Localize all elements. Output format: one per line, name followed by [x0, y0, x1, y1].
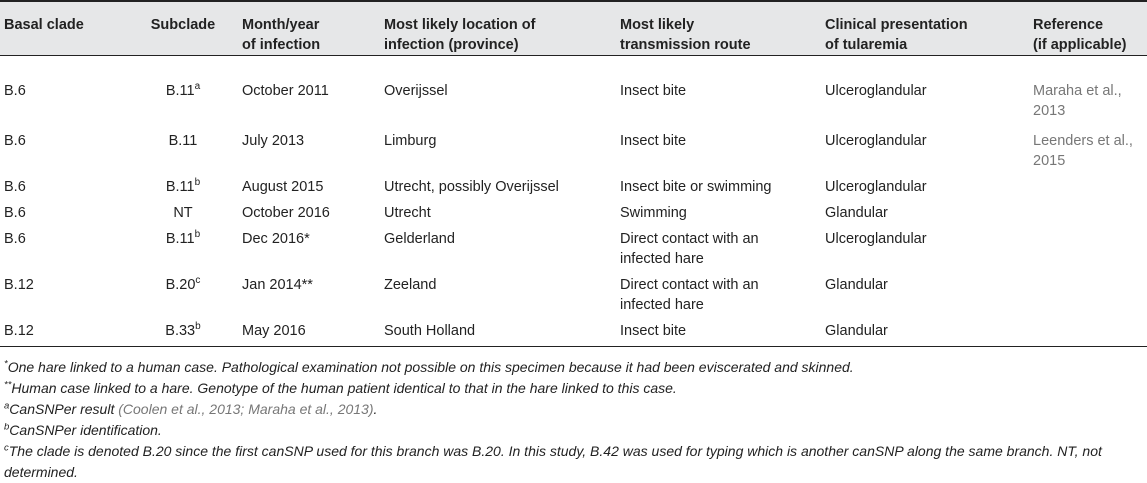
table-row	[0, 171, 1147, 197]
cell-reference	[1029, 269, 1147, 315]
cell-route: Insect bite	[620, 133, 687, 149]
cell-reference	[1029, 315, 1147, 347]
cell-clinical: Ulceroglandular	[825, 179, 927, 195]
cell-location: Gelderland	[384, 231, 455, 247]
cell-subclade: NT	[173, 205, 193, 221]
cell-route: Insect bite	[616, 315, 821, 347]
table-row	[0, 269, 1147, 315]
header-transmission-route: Most likely transmission route	[616, 1, 821, 56]
footnote: $^a$CanSNPer result (Coolen et al., 2013; Maraha et al., 2013).	[4, 400, 378, 417]
table-row	[0, 223, 1147, 269]
cell-route: Insect bite or swimming	[620, 179, 772, 195]
cell-clinical: Glandular	[821, 315, 1029, 347]
table-header-row	[0, 1, 1147, 56]
cell-date: Jan 2014**	[242, 277, 313, 293]
cell-clinical: Ulceroglandular	[825, 231, 927, 247]
cell-basal-clade: B.6	[4, 179, 26, 195]
cell-location: South Holland	[380, 315, 616, 347]
cell-subclade: B.33$^b$	[128, 315, 238, 347]
cell-subclade: B.11$^b$	[165, 229, 201, 247]
cell-basal-clade: B.6	[4, 231, 26, 247]
header-basal-clade: Basal clade	[0, 1, 128, 56]
cell-route: Direct contact with an infected hare	[620, 231, 759, 267]
cell-subclade: B.11	[168, 133, 198, 149]
footnote: $^c$The clade is denoted B.20 since the first canSNP used for this branch was B.20. In this study, B.42 was used for typing which is another canSNP along the same branch. NT, not determined.	[4, 442, 1102, 480]
cell-location: Overijssel	[384, 83, 448, 99]
cell-reference	[1029, 197, 1147, 223]
cell-basal-clade: B.6	[4, 205, 26, 221]
cell-clinical: Glandular	[825, 205, 888, 221]
cell-reference[interactable]: Maraha et al., 2013	[1033, 83, 1122, 119]
cell-date: October 2011	[242, 83, 329, 99]
cell-subclade: B.11$^a$	[165, 81, 201, 99]
cell-subclade: B.20$^c$	[165, 275, 201, 293]
cell-date: Dec 2016*	[242, 231, 310, 247]
cell-basal-clade: B.6	[4, 83, 26, 99]
cell-location: Limburg	[384, 133, 437, 149]
cell-clinical: Ulceroglandular	[825, 133, 927, 149]
table-row	[0, 56, 1147, 122]
cell-reference	[1029, 223, 1147, 269]
cell-clinical: Glandular	[825, 277, 888, 293]
cell-basal-clade: B.12	[0, 315, 128, 347]
cell-subclade: B.11$^b$	[165, 177, 201, 195]
footnote: $^b$CanSNPer identification.	[4, 421, 162, 438]
table-footnotes	[4, 357, 1144, 483]
cell-reference	[1029, 171, 1147, 197]
header-clinical-presentation: Clinical presentation of tularemia	[821, 1, 1029, 56]
table-row	[0, 197, 1147, 223]
footnote: **Human case linked to a hare. Genotype of the human patient identical to that in the hare linked to this case.	[4, 379, 677, 396]
citation-link[interactable]: (Coolen et al., 2013; Maraha et al., 2013)	[118, 401, 374, 417]
cell-route: Swimming	[620, 205, 687, 221]
cell-location: Zeeland	[384, 277, 437, 293]
cell-location: Utrecht, possibly Overijssel	[384, 179, 559, 195]
cell-date: July 2013	[242, 133, 305, 149]
cell-date: October 2016	[242, 205, 330, 221]
cell-reference[interactable]: Leenders et al., 2015	[1033, 133, 1133, 169]
table-row	[0, 315, 1147, 347]
header-reference: Reference (if applicable)	[1029, 1, 1147, 56]
table-row	[0, 121, 1147, 171]
cell-route: Insect bite	[620, 83, 687, 99]
cell-location: Utrecht	[384, 205, 431, 221]
cell-date: August 2015	[242, 179, 324, 195]
cell-clinical: Ulceroglandular	[825, 83, 927, 99]
cell-date: May 2016	[238, 315, 380, 347]
cell-route: Direct contact with an infected hare	[620, 277, 759, 313]
footnote: *One hare linked to a human case. Pathological examination not possible on this specimen because it had been eviscerated and skinned.	[4, 358, 854, 375]
cell-basal-clade: B.6	[4, 133, 26, 149]
header-month-year: Month/year of infection	[238, 1, 380, 56]
header-subclade: Subclade	[128, 1, 238, 56]
header-location: Most likely location of infection (province)	[380, 1, 616, 56]
cell-basal-clade: B.12	[4, 277, 34, 293]
